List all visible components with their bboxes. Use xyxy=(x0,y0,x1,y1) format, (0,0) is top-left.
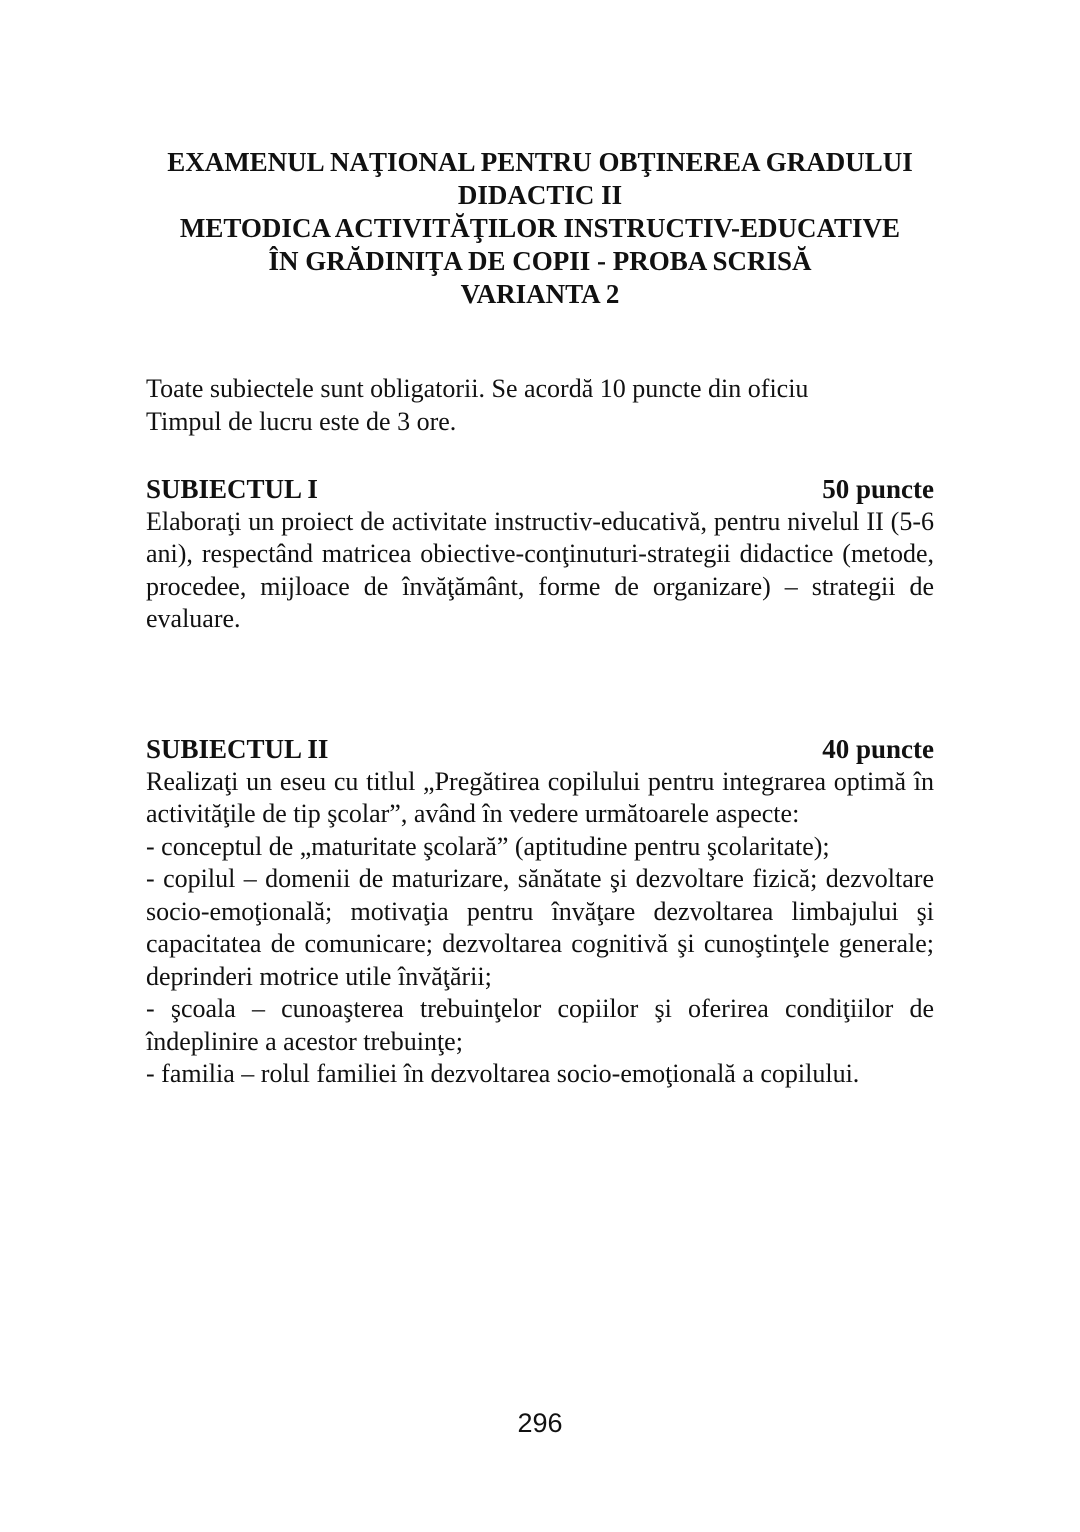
page-number: 296 xyxy=(517,1408,563,1438)
subject-2-intro: Realizaţi un eseu cu titlul „Pregătirea copilului pentru integrarea optimă în activităţile de tip şcolar”, având în vedere următoarele aspecte: xyxy=(146,766,934,828)
exam-header xyxy=(146,146,934,311)
subject-2 xyxy=(146,733,934,1091)
subject-1 xyxy=(146,473,934,636)
subject-2-heading xyxy=(146,733,934,766)
header-line-1: EXAMENUL NAŢIONAL PENTRU OBŢINEREA GRADULUI xyxy=(167,147,913,177)
subject-2-item-3: - şcoala – cunoaşterea trebuinţelor copiilor şi oferirea condiţiilor de îndeplinire a acestor trebuinţe; xyxy=(146,994,934,1056)
instructions-line-2: Timpul de lucru este de 3 ore. xyxy=(146,407,457,436)
subject-2-points: 40 puncte xyxy=(822,734,934,764)
subject-2-item-4: - familia – rolul familiei în dezvoltarea socio-emoţională a copilului. xyxy=(146,1059,860,1088)
subject-1-points: 50 puncte xyxy=(822,474,934,504)
subject-2-title: SUBIECTUL II xyxy=(146,734,329,764)
subject-1-title: SUBIECTUL I xyxy=(146,474,318,504)
instructions xyxy=(146,372,934,438)
header-line-4: ÎN GRĂDINIŢA DE COPII - PROBA SCRISĂ xyxy=(268,246,812,276)
subject-2-item-1: - conceptul de „maturitate şcolară” (aptitudine pentru şcolaritate); xyxy=(146,831,830,861)
header-line-3: METODICA ACTIVITĂŢILOR INSTRUCTIV-EDUCATIVE xyxy=(179,213,901,243)
header-line-5: VARIANTA 2 xyxy=(460,279,620,309)
subject-2-item-2: - copilul – domenii de maturizare, sănătate şi dezvoltare fizică; dezvoltare socio-emoţională; motivaţia pentru învăţare dezvoltarea limbajului şi capacitatea de comunicare; dezvoltarea cognitivă şi cunoştinţele generale; deprinderi motrice utile învăţării; xyxy=(146,864,934,991)
header-line-2: DIDACTIC II xyxy=(457,180,623,210)
instructions-line-1: Toate subiectele sunt obligatorii. Se acordă 10 puncte din oficiu xyxy=(146,374,809,403)
subject-1-text: Elaboraţi un proiect de activitate instructiv-educativă, pentru nivelul II (5-6 ani), respectând matricea obiective-conţinuturi-strategii didactice (metode, procedee, mijloace de învăţământ, forme de organizare) – strategii de evaluare. xyxy=(146,506,934,633)
subject-1-heading xyxy=(146,473,934,506)
